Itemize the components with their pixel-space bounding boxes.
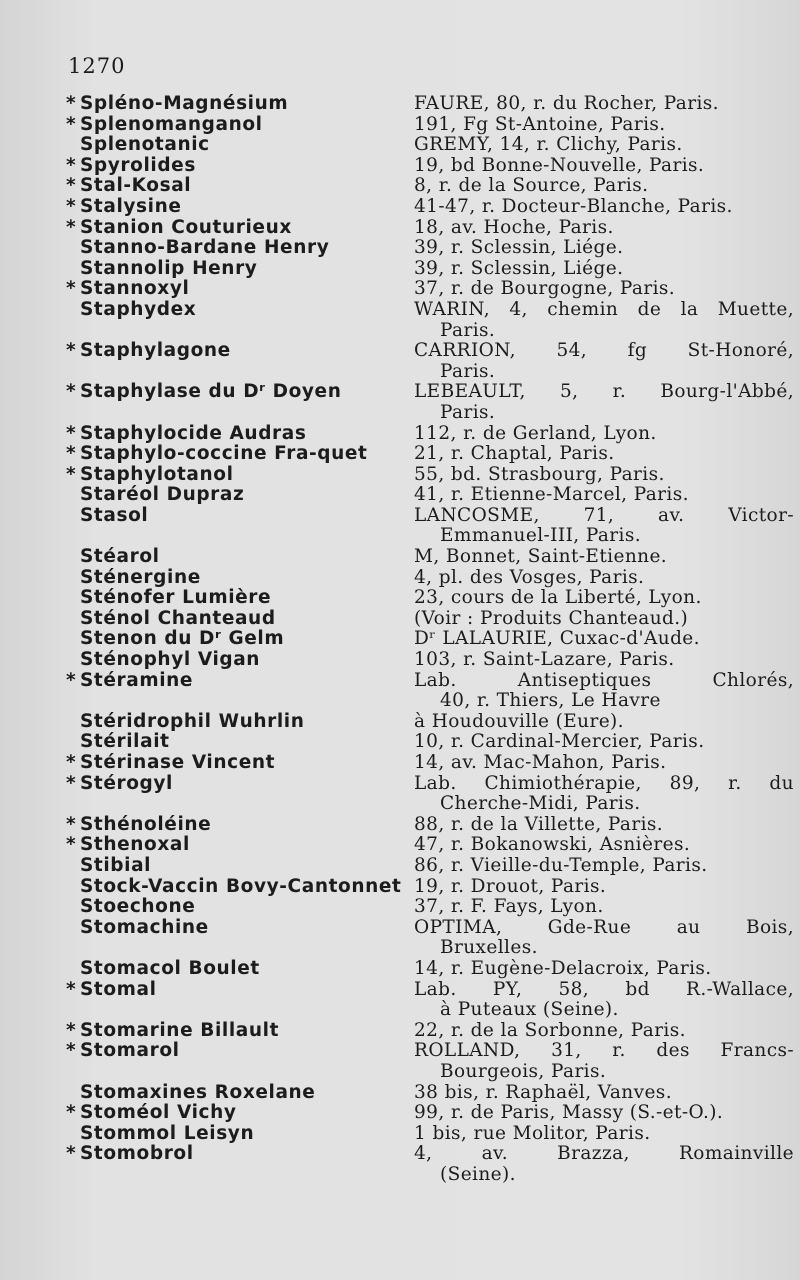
product-name bbox=[66, 918, 410, 959]
product-name bbox=[66, 197, 410, 218]
list-item bbox=[66, 815, 794, 836]
product-name-text: Stomachine bbox=[80, 916, 209, 938]
product-name-text: Stérilait bbox=[80, 731, 170, 753]
manufacturer-address bbox=[410, 732, 794, 753]
address-line: 39, r. Sclessin, Liége. bbox=[414, 257, 624, 279]
manufacturer-address bbox=[410, 671, 794, 712]
address-line: 10, r. Cardinal-Mercier, Paris. bbox=[414, 731, 705, 753]
address-line: 1 bis, rue Molitor, Paris. bbox=[414, 1122, 651, 1144]
manufacturer-address bbox=[410, 877, 794, 898]
address-continuation: 40, r. Thiers, Le Havre bbox=[440, 690, 661, 712]
manufacturer-address bbox=[410, 444, 794, 465]
manufacturer-address bbox=[410, 1041, 794, 1082]
product-name-text: * Stanion Couturieux bbox=[80, 216, 292, 238]
address-line: LEBEAULT, 5, r. Bourg-l'Abbé, bbox=[414, 381, 794, 403]
product-name bbox=[66, 774, 410, 815]
address-line: 99, r. de Paris, Massy (S.-et-O.). bbox=[414, 1102, 724, 1124]
list-item bbox=[66, 753, 794, 774]
product-name-text: * Stalysine bbox=[80, 195, 182, 217]
product-name-text: * Stérogyl bbox=[80, 772, 173, 794]
product-name bbox=[66, 980, 410, 1021]
product-name-text: * Stomobrol bbox=[80, 1143, 194, 1165]
manufacturer-address bbox=[410, 176, 794, 197]
address-line: 14, av. Mac-Mahon, Paris. bbox=[414, 752, 667, 773]
product-name bbox=[66, 1041, 410, 1082]
manufacturer-address bbox=[410, 753, 794, 774]
manufacturer-address bbox=[410, 547, 794, 568]
product-name-text: * Stomarol bbox=[80, 1040, 180, 1062]
product-name bbox=[66, 135, 410, 156]
manufacturer-address bbox=[410, 300, 794, 341]
product-name-text: Stomaxines Roxelane bbox=[80, 1081, 316, 1103]
manufacturer-address bbox=[410, 94, 794, 115]
page-number: 1270 bbox=[68, 54, 126, 78]
manufacturer-address bbox=[410, 465, 794, 486]
list-item bbox=[66, 506, 794, 547]
product-name-text: Splenotanic bbox=[80, 134, 210, 156]
list-item bbox=[66, 197, 794, 218]
product-name bbox=[66, 176, 410, 197]
address-line: Dʳ LALAURIE, Cuxac-d'Aude. bbox=[414, 628, 700, 650]
manufacturer-address bbox=[410, 712, 794, 733]
list-item bbox=[66, 877, 794, 898]
address-line: 47, r. Bokanowski, Asnières. bbox=[414, 834, 691, 856]
manufacturer-address bbox=[410, 1124, 794, 1145]
product-name-text: * Sthénoléine bbox=[80, 813, 212, 835]
address-line: 88, r. de la Villette, Paris. bbox=[414, 813, 664, 835]
address-line: 18, av. Hoche, Paris. bbox=[414, 216, 614, 238]
product-name bbox=[66, 877, 410, 898]
address-line: 23, cours de la Liberté, Lyon. bbox=[414, 587, 702, 609]
address-line: 103, r. Saint-Lazare, Paris. bbox=[414, 649, 675, 671]
product-name bbox=[66, 506, 410, 547]
manufacturer-address bbox=[410, 588, 794, 609]
address-continuation: Paris. bbox=[440, 360, 496, 382]
product-name bbox=[66, 835, 410, 856]
list-item bbox=[66, 856, 794, 877]
address-continuation: Paris. bbox=[440, 401, 496, 423]
product-name bbox=[66, 732, 410, 753]
list-item bbox=[66, 1041, 794, 1082]
list-item bbox=[66, 300, 794, 341]
address-line: 21, r. Chaptal, Paris. bbox=[414, 443, 615, 465]
list-item bbox=[66, 609, 794, 630]
address-continuation: Bruxelles. bbox=[440, 937, 538, 959]
list-item bbox=[66, 980, 794, 1021]
product-name bbox=[66, 1144, 410, 1185]
list-item bbox=[66, 835, 794, 856]
address-line: OPTIMA, Gde-Rue au Bois, bbox=[414, 916, 794, 938]
address-line: 86, r. Vieille-du-Temple, Paris. bbox=[414, 854, 708, 876]
manufacturer-address bbox=[410, 609, 794, 630]
list-item bbox=[66, 424, 794, 445]
product-name-text: Stasol bbox=[80, 504, 149, 526]
address-continuation: Emmanuel-III, Paris. bbox=[440, 525, 642, 547]
product-name-text: Stibial bbox=[80, 854, 152, 876]
list-item bbox=[66, 1144, 794, 1185]
manufacturer-address bbox=[410, 1021, 794, 1042]
product-name-text: Stanno-Bardane Henry bbox=[80, 237, 330, 259]
product-name-text: * Stérinase Vincent bbox=[80, 752, 276, 773]
manufacturer-address bbox=[410, 259, 794, 280]
manufacturer-address bbox=[410, 341, 794, 382]
product-name-text: Stéridrophil Wuhrlin bbox=[80, 710, 305, 732]
list-item bbox=[66, 1021, 794, 1042]
manufacturer-address bbox=[410, 238, 794, 259]
address-line: M, Bonnet, Saint-Etienne. bbox=[414, 546, 668, 568]
list-item bbox=[66, 382, 794, 423]
manufacturer-address bbox=[410, 135, 794, 156]
address-line: Lab. Chimiothérapie, 89, r. du bbox=[414, 772, 794, 794]
list-item bbox=[66, 629, 794, 650]
product-name bbox=[66, 629, 410, 650]
manufacturer-address bbox=[410, 506, 794, 547]
product-directory-list bbox=[66, 94, 794, 1185]
product-name-text: Staphydex bbox=[80, 298, 197, 320]
manufacturer-address bbox=[410, 382, 794, 423]
manufacturer-address bbox=[410, 568, 794, 589]
manufacturer-address bbox=[410, 980, 794, 1021]
list-item bbox=[66, 465, 794, 486]
product-name bbox=[66, 568, 410, 589]
product-name bbox=[66, 1103, 410, 1124]
product-name bbox=[66, 300, 410, 341]
product-name bbox=[66, 259, 410, 280]
list-item bbox=[66, 485, 794, 506]
product-name bbox=[66, 341, 410, 382]
product-name-text: Stoechone bbox=[80, 896, 196, 918]
manufacturer-address bbox=[410, 115, 794, 136]
list-item bbox=[66, 94, 794, 115]
list-item bbox=[66, 156, 794, 177]
product-name bbox=[66, 897, 410, 918]
address-line: FAURE, 80, r. du Rocher, Paris. bbox=[414, 93, 719, 114]
manufacturer-address bbox=[410, 629, 794, 650]
product-name bbox=[66, 959, 410, 980]
product-name-text: * Stomarine Billault bbox=[80, 1019, 280, 1041]
address-line: Lab. Antiseptiques Chlorés, bbox=[414, 669, 794, 691]
product-name bbox=[66, 1083, 410, 1104]
address-line: 41, r. Etienne-Marcel, Paris. bbox=[414, 484, 689, 506]
product-name bbox=[66, 547, 410, 568]
list-item bbox=[66, 774, 794, 815]
product-name-text: Stannolip Henry bbox=[80, 257, 258, 279]
product-name bbox=[66, 609, 410, 630]
product-name bbox=[66, 753, 410, 774]
address-line: Lab. PY, 58, bd R.-Wallace, bbox=[414, 978, 794, 1000]
address-line: 41-47, r. Docteur-Blanche, Paris. bbox=[414, 195, 733, 217]
product-name-text: * Splenomanganol bbox=[80, 113, 263, 135]
product-name-text: * Staphylocide Audras bbox=[80, 422, 307, 444]
manufacturer-address bbox=[410, 1144, 794, 1185]
list-item bbox=[66, 732, 794, 753]
manufacturer-address bbox=[410, 774, 794, 815]
product-name bbox=[66, 218, 410, 239]
address-line: 55, bd. Strasbourg, Paris. bbox=[414, 463, 665, 485]
address-line: 39, r. Sclessin, Liége. bbox=[414, 237, 624, 259]
address-line: 37, r. de Bourgogne, Paris. bbox=[414, 278, 676, 300]
manufacturer-address bbox=[410, 856, 794, 877]
address-line: 4, pl. des Vosges, Paris. bbox=[414, 566, 645, 588]
address-line: 112, r. de Gerland, Lyon. bbox=[414, 422, 657, 444]
address-continuation: Bourgeois, Paris. bbox=[440, 1060, 607, 1082]
manufacturer-address bbox=[410, 485, 794, 506]
list-item bbox=[66, 897, 794, 918]
product-name-text: Staréol Dupraz bbox=[80, 484, 245, 506]
list-item bbox=[66, 218, 794, 239]
manufacturer-address bbox=[410, 279, 794, 300]
product-name-text: Stommol Leisyn bbox=[80, 1122, 255, 1144]
product-name-text: Sténofer Lumière bbox=[80, 587, 272, 609]
address-line: 8, r. de la Source, Paris. bbox=[414, 175, 649, 197]
product-name bbox=[66, 238, 410, 259]
product-name bbox=[66, 94, 410, 115]
product-name-text: Stomacol Boulet bbox=[80, 957, 260, 979]
product-name bbox=[66, 588, 410, 609]
product-name bbox=[66, 1124, 410, 1145]
product-name bbox=[66, 444, 410, 465]
address-line: LANCOSME, 71, av. Victor- bbox=[414, 504, 794, 526]
list-item bbox=[66, 259, 794, 280]
product-name-text: Stéarol bbox=[80, 546, 160, 568]
product-name bbox=[66, 815, 410, 836]
list-item bbox=[66, 1124, 794, 1145]
manufacturer-address bbox=[410, 650, 794, 671]
list-item bbox=[66, 547, 794, 568]
product-name-text: * Stoméol Vichy bbox=[80, 1102, 237, 1124]
manufacturer-address bbox=[410, 918, 794, 959]
product-name-text: * Staphylase du Dʳ Doyen bbox=[80, 381, 342, 403]
manufacturer-address bbox=[410, 197, 794, 218]
product-name-text: Stenon du Dʳ Gelm bbox=[80, 628, 285, 650]
product-name-text: * Staphylagone bbox=[80, 340, 231, 362]
list-item bbox=[66, 959, 794, 980]
manufacturer-address bbox=[410, 897, 794, 918]
list-item bbox=[66, 115, 794, 136]
list-item bbox=[66, 568, 794, 589]
address-line: GREMY, 14, r. Clichy, Paris. bbox=[414, 134, 683, 156]
address-line: (Voir : Produits Chanteaud.) bbox=[414, 607, 689, 629]
address-continuation: à Puteaux (Seine). bbox=[440, 999, 619, 1021]
manufacturer-address bbox=[410, 815, 794, 836]
list-item bbox=[66, 712, 794, 733]
address-continuation: Cherche-Midi, Paris. bbox=[440, 793, 641, 815]
address-line: CARRION, 54, fg St-Honoré, bbox=[414, 340, 794, 362]
address-line: 191, Fg St-Antoine, Paris. bbox=[414, 113, 666, 135]
list-item bbox=[66, 1103, 794, 1124]
manufacturer-address bbox=[410, 156, 794, 177]
list-item bbox=[66, 588, 794, 609]
list-item bbox=[66, 444, 794, 465]
product-name-text: Sténergine bbox=[80, 566, 201, 588]
address-line: WARIN, 4, chemin de la Muette, bbox=[414, 298, 794, 320]
product-name-text: * Stannoxyl bbox=[80, 278, 190, 300]
product-name bbox=[66, 1021, 410, 1042]
product-name-text: * Spyrolides bbox=[80, 154, 196, 176]
product-name-text: * Stomal bbox=[80, 978, 157, 1000]
product-name bbox=[66, 115, 410, 136]
product-name bbox=[66, 650, 410, 671]
address-line: 14, r. Eugène-Delacroix, Paris. bbox=[414, 957, 712, 979]
product-name bbox=[66, 424, 410, 445]
list-item bbox=[66, 341, 794, 382]
product-name bbox=[66, 382, 410, 423]
product-name-text: * Staphylotanol bbox=[80, 463, 234, 485]
address-continuation: (Seine). bbox=[440, 1163, 516, 1185]
product-name-text: Sténophyl Vigan bbox=[80, 649, 261, 671]
manufacturer-address bbox=[410, 218, 794, 239]
list-item bbox=[66, 918, 794, 959]
product-name-text: * Staphylo-coccine Fra-quet bbox=[80, 443, 368, 465]
product-name-text: * Stéramine bbox=[80, 669, 194, 691]
product-name bbox=[66, 156, 410, 177]
address-line: 19, bd Bonne-Nouvelle, Paris. bbox=[414, 154, 705, 176]
manufacturer-address bbox=[410, 424, 794, 445]
list-item bbox=[66, 279, 794, 300]
product-name-text: Stock-Vaccin Bovy-Cantonnet bbox=[80, 875, 402, 897]
list-item bbox=[66, 238, 794, 259]
product-name bbox=[66, 485, 410, 506]
product-name bbox=[66, 279, 410, 300]
address-line: 37, r. F. Fays, Lyon. bbox=[414, 896, 604, 918]
product-name-text: * Stal-Kosal bbox=[80, 175, 192, 197]
address-line: 22, r. de la Sorbonne, Paris. bbox=[414, 1019, 686, 1041]
list-item bbox=[66, 671, 794, 712]
address-line: ROLLAND, 31, r. des Francs- bbox=[414, 1040, 794, 1062]
product-name-text: Sténol Chanteaud bbox=[80, 607, 276, 629]
address-line: à Houdouville (Eure). bbox=[414, 710, 624, 732]
address-line: 4, av. Brazza, Romainville bbox=[414, 1143, 794, 1165]
product-name bbox=[66, 465, 410, 486]
manufacturer-address bbox=[410, 1103, 794, 1124]
list-item bbox=[66, 1083, 794, 1104]
product-name bbox=[66, 712, 410, 733]
product-name-text: * Sthenoxal bbox=[80, 834, 190, 856]
manufacturer-address bbox=[410, 1083, 794, 1104]
product-name bbox=[66, 671, 410, 712]
product-name bbox=[66, 856, 410, 877]
product-name-text: * Spléno-Magnésium bbox=[80, 93, 289, 114]
list-item bbox=[66, 650, 794, 671]
list-item bbox=[66, 176, 794, 197]
address-line: 38 bis, r. Raphaël, Vanves. bbox=[414, 1081, 672, 1103]
list-item bbox=[66, 135, 794, 156]
address-continuation: Paris. bbox=[440, 319, 496, 341]
manufacturer-address bbox=[410, 835, 794, 856]
address-line: 19, r. Drouot, Paris. bbox=[414, 875, 607, 897]
manufacturer-address bbox=[410, 959, 794, 980]
